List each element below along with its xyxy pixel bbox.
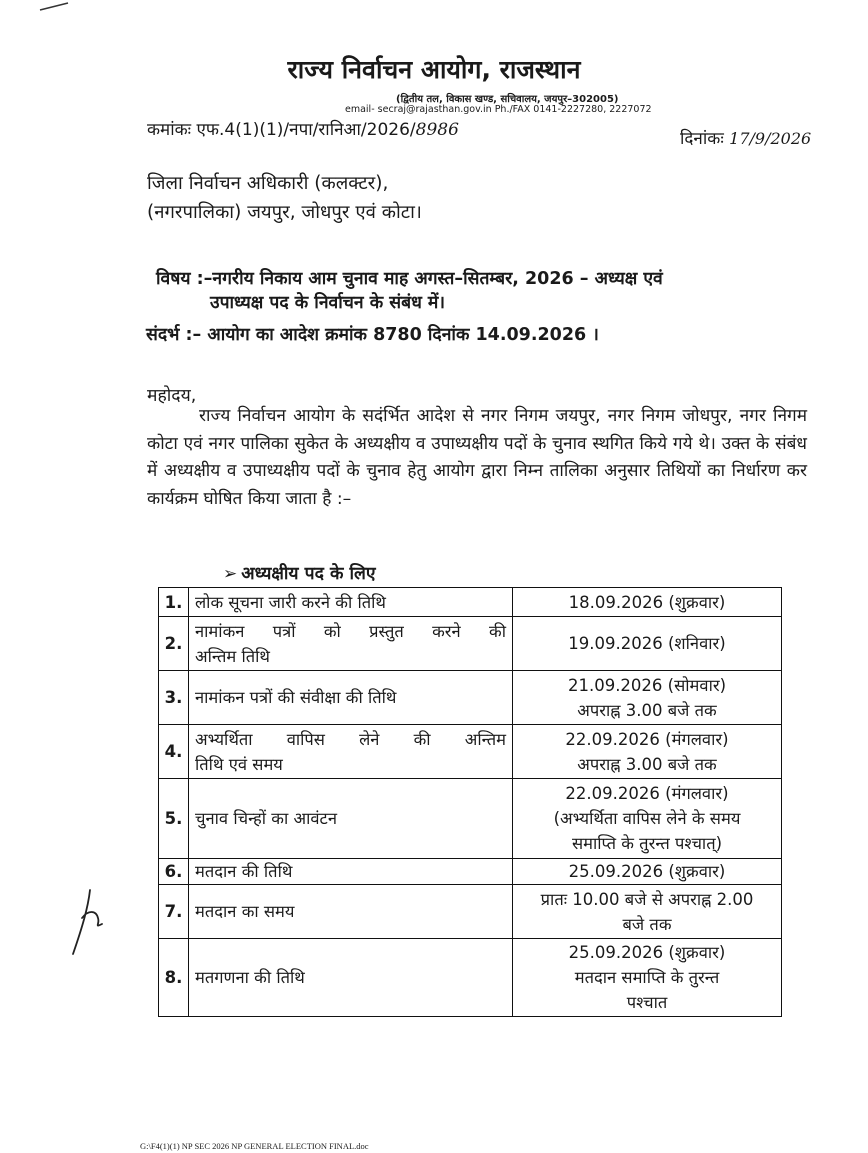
reference-line: संदर्भ :– आयोग का आदेश क्रमांक 8780 दिनांक 14.09.2026 ।: [146, 325, 599, 345]
event-description-line: नामांकन पत्रों को प्रस्तुत करने की: [195, 621, 506, 641]
event-date: [513, 885, 782, 939]
table-row: [159, 885, 782, 939]
date-handwritten-value: 17/9/2026: [729, 129, 812, 148]
event-date: [513, 779, 782, 859]
event-date-line: पश्चात: [626, 993, 668, 1012]
addressee-line-1: जिला निर्वाचन अधिकारी (कलक्टर),: [147, 173, 389, 194]
event-description-line: मतदान की तिथि: [195, 862, 293, 881]
event-date-line: प्रातः 10.00 बजे से अपराह्न 2.00: [540, 889, 754, 909]
row-number: 8.: [159, 939, 189, 1017]
event-date-line: मतदान समाप्ति के तुरन्त: [574, 968, 720, 987]
date-label: दिनांकः: [680, 129, 724, 149]
table-row: [159, 671, 782, 725]
table-row: [159, 779, 782, 859]
event-date: [513, 671, 782, 725]
event-description-line: लोक सूचना जारी करने की तिथि: [195, 592, 386, 612]
event-description: [189, 725, 513, 779]
event-date-line: समाप्ति के तुरन्त पश्चात्): [571, 834, 723, 853]
handwritten-signature: [68, 888, 110, 958]
section-heading: [223, 561, 376, 585]
event-description: [189, 588, 513, 617]
event-description-line: अभ्यर्थिता वापिस लेने की अन्तिम: [195, 729, 506, 749]
body-paragraph: राज्य निर्वाचन आयोग के सदंर्भित आदेश से नगर निगम जयपुर, नगर निगम जोधपुर, नगर निगम कोटा एवं नगर पालिका सुकेत के अध्यक्षीय व उपाध्यक्षीय पदों के चुनाव स्थगित किये गये थे। उक्त के संबंध में अध्यक्षीय व उपाध्यक्षीय पदों के चुनाव हेतु आयोग द्वारा निम्न तालिका अनुसार तिथियों का निर्धारण कर कार्यक्रम घोषित किया जाता है :–: [147, 406, 807, 509]
row-number: 4.: [159, 725, 189, 779]
event-date-line: 21.09.2026 (सोमवार): [567, 675, 727, 695]
event-description: [189, 885, 513, 939]
event-date: [513, 588, 782, 617]
event-date-line: (अभ्यर्थिता वापिस लेने के समय: [553, 809, 741, 828]
reference-label: कमांकः एफ.4(1)(1)/नपा/रानिआ/2026/: [147, 120, 416, 140]
table-row: [159, 939, 782, 1017]
event-description: [189, 779, 513, 859]
footer-file-path: G:\F4(1)(1) NP SEC 2026 NP GENERAL ELECTION FINAL.doc: [140, 1141, 369, 1151]
event-date: [513, 859, 782, 885]
table-row: [159, 859, 782, 885]
event-date: [513, 725, 782, 779]
event-description-line: मतदान का समय: [195, 902, 295, 921]
schedule-table: [158, 587, 782, 1017]
letterhead-contact: email- secraj@rajasthan.gov.in Ph./FAX 0141-2227280, 2227072: [345, 104, 652, 115]
event-description-line: नामांकन पत्रों की संवीक्षा की तिथि: [195, 688, 397, 707]
event-date-line: बजे तक: [622, 914, 672, 934]
event-description: [189, 939, 513, 1017]
subject-line-continued: उपाध्यक्ष पद के निर्वाचन के संबंध में।: [210, 293, 446, 313]
event-description-line: मतगणना की तिथि: [195, 968, 305, 987]
letterhead-address: (द्वितीय तल, विकास खण्ड, सचिवालय, जयपुर–302005): [396, 94, 619, 105]
arrow-bullet-icon: ➢: [223, 564, 238, 584]
table-row: [159, 617, 782, 671]
event-date-line: 22.09.2026 (मंगलवार): [565, 729, 729, 749]
letterhead-title: राज्य निर्वाचन आयोग, राजस्थान: [287, 55, 581, 84]
letter-date: [680, 126, 811, 149]
event-date-line: 25.09.2026 (शुक्रवार): [568, 862, 726, 881]
event-description-line: अन्तिम तिथि: [195, 646, 270, 666]
event-date-line: 19.09.2026 (शनिवार): [568, 634, 726, 653]
corner-pen-mark: [38, 0, 78, 12]
row-number: 1.: [159, 588, 189, 617]
reference-handwritten-number: 8986: [415, 120, 459, 140]
event-date-line: अपराह्न 3.00 बजे तक: [577, 700, 717, 720]
row-number: 3.: [159, 671, 189, 725]
subject-line: विषय :–नगरीय निकाय आम चुनाव माह अगस्त–सितम्बर, 2026 – अध्यक्ष एवं: [156, 269, 663, 289]
event-description: [189, 671, 513, 725]
row-number: 5.: [159, 779, 189, 859]
event-date-line: अपराह्न 3.00 बजे तक: [577, 754, 717, 774]
table-row: [159, 588, 782, 617]
reference-number: [147, 117, 459, 140]
event-date: [513, 617, 782, 671]
event-date-line: 22.09.2026 (मंगलवार): [565, 784, 729, 803]
row-number: 6.: [159, 859, 189, 885]
section-heading-text: अध्यक्षीय पद के लिए: [241, 564, 376, 584]
addressee-line-2: (नगरपालिका) जयपुर, जोधपुर एवं कोटा।: [147, 202, 422, 223]
salutation: महोदय,: [147, 386, 197, 406]
event-date-line: 25.09.2026 (शुक्रवार): [568, 943, 726, 962]
event-description: [189, 859, 513, 885]
event-date: [513, 939, 782, 1017]
row-number: 2.: [159, 617, 189, 671]
event-description-line: चुनाव चिन्हों का आवंटन: [195, 809, 337, 828]
table-row: [159, 725, 782, 779]
event-description-line: तिथि एवं समय: [195, 754, 283, 774]
row-number: 7.: [159, 885, 189, 939]
event-description: [189, 617, 513, 671]
event-date-line: 18.09.2026 (शुक्रवार): [568, 592, 726, 612]
